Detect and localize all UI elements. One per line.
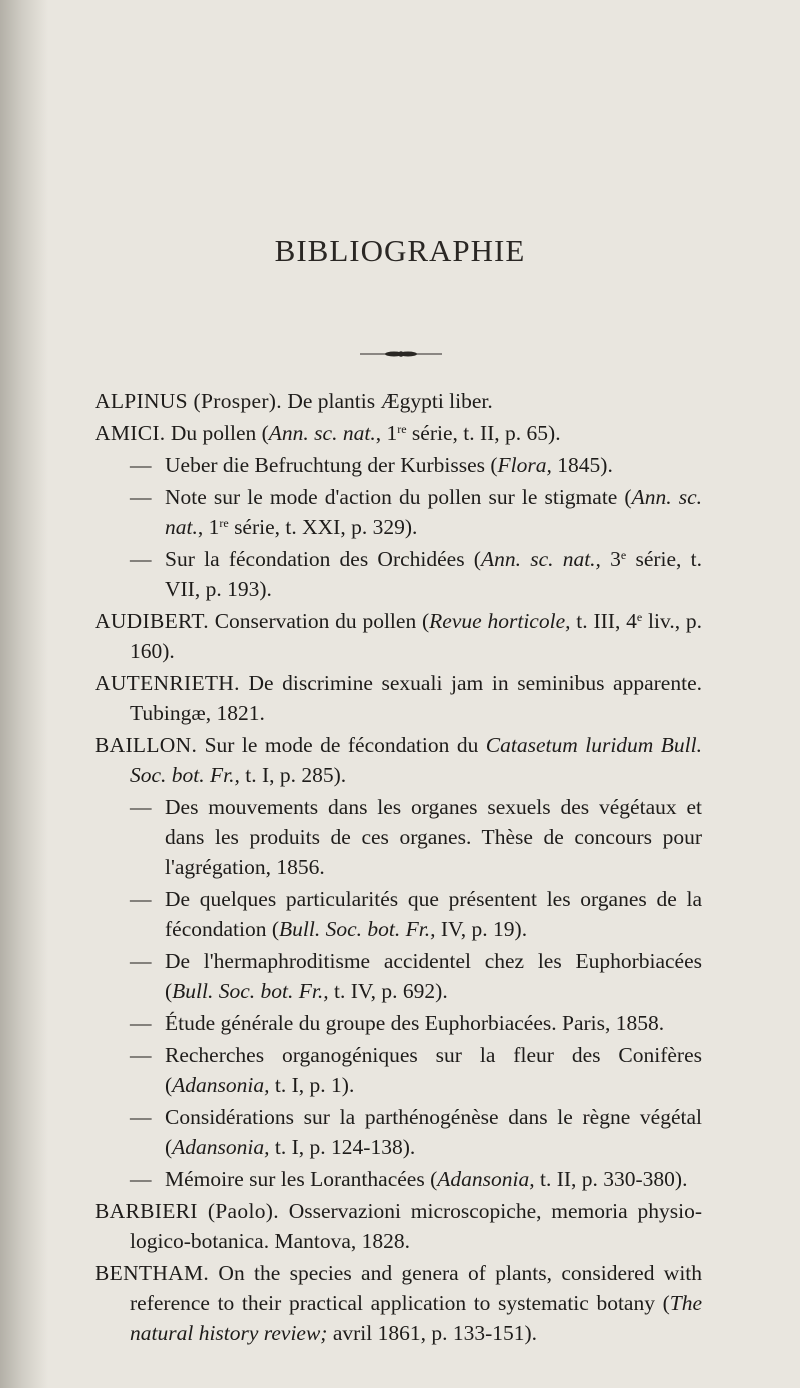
ornament-divider-icon bbox=[360, 351, 442, 357]
entry-text: On the species and genera of plants, considered with reference to their practical application to systematic botany ( bbox=[130, 1261, 703, 1315]
entry-italic: The natural history review; bbox=[130, 1291, 702, 1345]
entry-author: AMICI. bbox=[95, 421, 166, 445]
entry-dash: — bbox=[130, 547, 152, 571]
entry-text: Note sur le mode d'action du pollen sur le stigmate ( bbox=[165, 485, 632, 509]
entry-text: Sur la fécondation des Orchidées ( bbox=[165, 547, 481, 571]
entry-dash: — bbox=[130, 1011, 152, 1035]
entry-rest: t. I, p. 124-138). bbox=[269, 1135, 416, 1159]
entry-dash: — bbox=[130, 1105, 152, 1129]
entry-rest: 1845). bbox=[551, 453, 613, 477]
bibliography-subentry bbox=[130, 482, 702, 542]
entry-rest: t. I, p. 285). bbox=[239, 763, 347, 787]
entry-text: De discrimine sexuali jam in seminibus apparente. Tubingæ, 1821. bbox=[130, 671, 702, 725]
entry-rest: t. II, p. 330-380). bbox=[534, 1167, 688, 1191]
entry-superscript: re bbox=[219, 516, 229, 530]
entry-text: De quelques particularités que présentent les organes de la fécondation ( bbox=[165, 887, 702, 941]
entry-italic: Ann. sc. nat. bbox=[165, 485, 703, 539]
bibliography-entry bbox=[95, 668, 702, 728]
entry-italic: Revue horticole, bbox=[429, 609, 571, 633]
bibliography-subentry bbox=[130, 544, 702, 604]
bibliography-subentry bbox=[130, 1040, 702, 1100]
entry-rest: IV, p. 19). bbox=[435, 917, 528, 941]
entry-dash: — bbox=[130, 949, 152, 973]
entry-italic: Ann. sc. nat. bbox=[268, 421, 376, 445]
entry-italic: Flora, bbox=[497, 453, 552, 477]
bibliography-entry bbox=[95, 1258, 702, 1348]
entry-rest: avril 1861, p. 133-151). bbox=[327, 1321, 538, 1345]
entry-dash: — bbox=[130, 1167, 152, 1191]
entry-superscript: e bbox=[636, 610, 643, 624]
entry-italic: Adansonia, bbox=[437, 1167, 535, 1191]
entry-italic: Catasetum luridum Bull. Soc. bot. Fr., bbox=[130, 733, 702, 787]
entry-dash: — bbox=[130, 453, 152, 477]
entry-rest: liv., p. 160). bbox=[130, 609, 703, 663]
entry-rest: série, t. XXI, p. 329). bbox=[228, 515, 418, 539]
entry-italic: Bull. Soc. bot. Fr., bbox=[279, 917, 436, 941]
entry-dash: — bbox=[130, 485, 152, 509]
entry-superscript: e bbox=[620, 548, 627, 562]
entry-text: Osservazioni microscopiche, memoria physio-logico-botanica. Mantova, 1828. bbox=[130, 1199, 702, 1253]
entry-superscript: re bbox=[397, 422, 407, 436]
bibliography-entry bbox=[95, 418, 702, 448]
entry-text: De plantis Ægypti liber. bbox=[287, 389, 493, 413]
entry-author: BENTHAM. bbox=[95, 1261, 210, 1285]
entry-author: BARBIERI (Paolo). bbox=[95, 1199, 279, 1223]
bibliography-subentry bbox=[130, 792, 702, 882]
entry-rest: , 1 bbox=[197, 515, 220, 539]
entry-author: AUTENRIETH. bbox=[95, 671, 240, 695]
entry-text: Étude générale du groupe des Euphorbiacées. Paris, 1858. bbox=[165, 1011, 665, 1035]
entry-text: Mémoire sur les Loranthacées ( bbox=[165, 1167, 438, 1191]
entry-text: De l'hermaphroditisme accidentel chez les Euphorbiacées ( bbox=[165, 949, 702, 1003]
entry-italic: Ann. sc. nat., bbox=[480, 547, 601, 571]
bibliography-subentry bbox=[130, 450, 702, 480]
entry-rest: série, t. II, p. 65). bbox=[406, 421, 561, 445]
entry-dash: — bbox=[130, 1043, 152, 1067]
entry-author: ALPINUS (Prosper). bbox=[95, 389, 282, 413]
bibliography-list bbox=[0, 386, 800, 1350]
bibliography-entry bbox=[95, 1196, 702, 1256]
page-title: BIBLIOGRAPHIE bbox=[274, 233, 526, 268]
entry-text: Considérations sur la parthénogénèse dans le règne végétal ( bbox=[165, 1105, 702, 1159]
bibliography-entry bbox=[95, 386, 702, 416]
bibliography-subentry bbox=[130, 1008, 702, 1038]
entry-text: Sur le mode de fécondation du bbox=[204, 733, 486, 757]
bibliography-subentry bbox=[130, 1102, 702, 1162]
bibliography-subentry bbox=[130, 884, 702, 944]
bibliography-entry bbox=[95, 606, 702, 666]
entry-author: BAILLON. bbox=[95, 733, 198, 757]
entry-text: Ueber die Befruchtung der Kurbisses ( bbox=[165, 453, 498, 477]
entry-author: AUDIBERT. bbox=[95, 609, 209, 633]
entry-italic: Bull. Soc. bot. Fr., bbox=[172, 979, 329, 1003]
entry-dash: — bbox=[130, 887, 152, 911]
entry-text: Recherches organogéniques sur la fleur des Conifères ( bbox=[165, 1043, 702, 1097]
entry-rest: t. III, 4 bbox=[570, 609, 637, 633]
entry-italic: Adansonia, bbox=[172, 1073, 270, 1097]
entry-rest: 3 bbox=[600, 547, 621, 571]
entry-rest: , 1 bbox=[375, 421, 398, 445]
entry-text: Conservation du pollen ( bbox=[214, 609, 430, 633]
entry-italic: Adansonia, bbox=[172, 1135, 270, 1159]
entry-text: Des mouvements dans les organes sexuels des végétaux et dans les produits de ces organes. Thèse de concours pour l'agrégation, 1856. bbox=[165, 795, 702, 879]
entry-dash: — bbox=[130, 795, 152, 819]
entry-rest: série, t. VII, p. 193). bbox=[165, 547, 703, 601]
bibliography-entry bbox=[95, 730, 702, 790]
entry-rest: t. IV, p. 692). bbox=[328, 979, 448, 1003]
bibliography-subentry bbox=[130, 1164, 702, 1194]
entry-rest: t. I, p. 1). bbox=[269, 1073, 355, 1097]
bibliography-subentry bbox=[130, 946, 702, 1006]
entry-text: Du pollen ( bbox=[170, 421, 269, 445]
